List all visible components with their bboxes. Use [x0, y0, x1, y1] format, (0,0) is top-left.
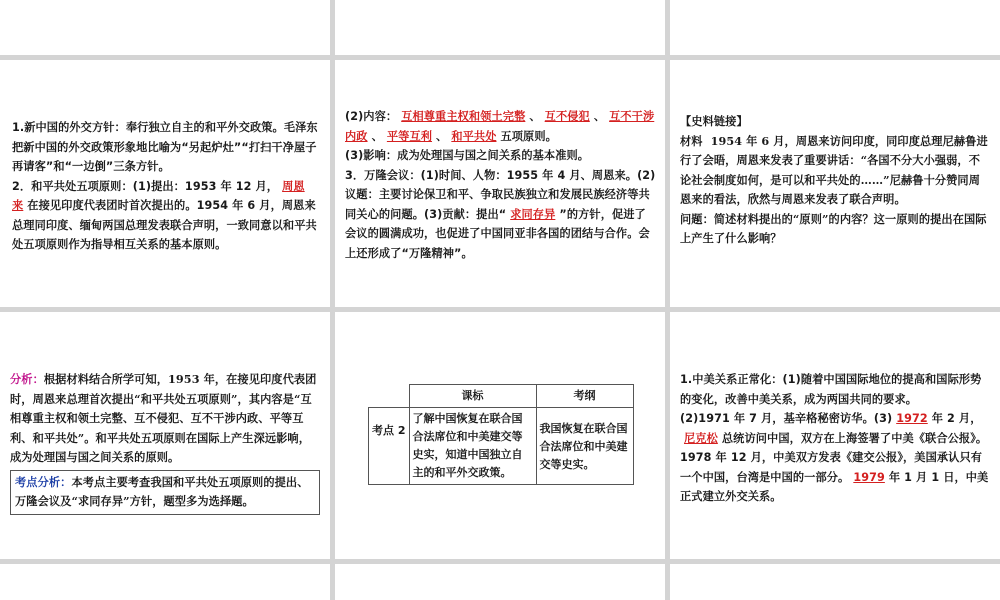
slide-top-right: [670, 0, 1000, 55]
question-text: 简述材料提出的“原则”的内容？这一原则的提出在国际上产生了什么影响？: [680, 211, 987, 245]
month-text: 年 2 月，: [931, 412, 982, 425]
policy-paragraph: 1.新中国的外交方针：奉行独立自主的和平外交政策。毛泽东把新中国的外交政策形象地比喻为“另起炉灶”“打扫干净屋子再请客”和“一边倒”三条方针。: [12, 121, 318, 173]
table-row: [369, 408, 634, 485]
blank-answer-5: 和平共处: [451, 129, 497, 143]
material-label: 材料: [680, 133, 703, 148]
cell-curriculum: 了解中国恢复在联合国合法席位和中美建交等史实，知道中国独立自主的和平外交政策。: [409, 408, 536, 485]
cell-outline: 我国恢复在联合国合法席位和中美建交等史实。: [536, 408, 633, 485]
blank-answer-3: 互不干涉内政: [345, 110, 655, 143]
analysis-text: [10, 370, 320, 515]
slide-sino-us: [670, 312, 1000, 559]
exam-point-text: 本考点主要考查我国和平共处五项原则的提出、万隆会议及“求同存异”方针，题型多为选择题。: [15, 474, 309, 508]
blank-answer-4: 平等互利: [386, 129, 433, 143]
blank-answer-1: 互相尊重主权和领土完整: [401, 110, 526, 123]
slide-bottom-right: [670, 564, 1000, 600]
slide-bottom-left: [0, 564, 330, 600]
source-link-text: [680, 112, 990, 249]
blank-answer-2: 互不侵犯: [544, 110, 590, 123]
slide-top-middle: [335, 0, 665, 55]
foreign-policy-text: [12, 118, 319, 255]
exam-point-box: [10, 470, 320, 515]
blank-answer-nixon: 尼克松: [684, 431, 718, 445]
slide-foreign-policy: [0, 60, 330, 307]
exam-point-label: 考点分析：: [15, 474, 72, 489]
influence-text: (3)影响：成为处理国与国之间关系的基本准则。: [345, 149, 590, 162]
table-corner: [369, 385, 410, 408]
principles-text: 在接见印度代表团时首次提出的。1954 年 6 月，周恩来总理同印度、缅甸两国总理发表联合声明，一致同意以和平共处五项原则作为指导相互关系的基本原则。: [12, 199, 317, 251]
slide-five-principles: [335, 60, 665, 307]
principles-intro: 2．和平共处五项原则：(1)提出：1953 年 12 月，: [12, 179, 279, 193]
slide-analysis: [0, 312, 330, 559]
separator: 、: [371, 129, 383, 143]
separator: 、: [436, 129, 448, 143]
header-outline: 考纲: [536, 385, 633, 408]
slide-bottom-middle: [335, 564, 665, 600]
header-curriculum: 课标: [409, 385, 536, 408]
blank-answer-1979: 1979: [853, 470, 885, 484]
kissinger-text: (2)1971 年 7 月，基辛格秘密访华。(3): [680, 412, 893, 425]
content-tail: 五项原则。: [500, 129, 557, 143]
source-link-title: 【史料链接】: [680, 114, 748, 128]
material-text: 1954 年 6 月，周恩来访问印度，同印度总理尼赫鲁进行了会晤，周恩来发表了重要讲话：“各国不分大小强弱，不论社会制度如何，是可以和平共处的……”尼赫鲁十分赞同周恩来的看法，欣然与周恩来发表了联合声明。: [680, 133, 988, 206]
bandung-text: 3．万隆会议：(1)时间、人物：1955 年 4 月、周恩来。(2)议题：主要讨论保卫和平、争取民族独立和发展民族经济等共同关心的问题。(3)贡献：提出“: [345, 168, 656, 221]
establishment-text: 年 1 月 1 日，中美正式建立外交关系。: [680, 470, 989, 503]
blank-answer-qiutong: 求同存异: [510, 207, 556, 221]
communique-text: 总统访问中国，双方在上海签署了中美《联合公报》。1978 年 12 月，中美双方发表《建交公报》，美国承认只有一个中国，台湾是中国的一部分。: [680, 431, 988, 484]
blank-answer-zhou-enlai: 周恩来: [12, 179, 305, 212]
normalization-text: 1.中美关系正常化：(1)随着中国国际地位的提高和国际形势的变化，改善中美关系，成为两国共同的要求。: [680, 373, 982, 406]
analysis-label: 分析：: [10, 372, 44, 386]
slide-source-link: [670, 60, 1000, 307]
analysis-body: 根据材料结合所学可知，1953 年，在接见印度代表团时，周恩来总理首次提出“和平共处五项原则”，其内容是“互相尊重主权和领土完整、互不侵犯、互不干涉内政、平等互利、和平共处”。和平共处五项原则在国际上产生深远影响，成为处理国与国之间关系的原则。: [10, 372, 317, 464]
bandung-text-tail: ”的方针，促进了会议的圆满成功，也促进了中国同亚非各国的团结与合作。会上还形成了“万隆精神”。: [345, 207, 650, 260]
separator: 、: [529, 110, 541, 123]
question-label: 问题：: [680, 211, 714, 226]
content-label: (2)内容：: [345, 110, 398, 123]
slide-top-left: [0, 0, 330, 55]
sino-us-text: [680, 370, 992, 507]
syllabus-table: [368, 384, 634, 485]
five-principles-text: [345, 107, 657, 263]
blank-answer-1972: 1972: [896, 412, 928, 425]
separator: 、: [593, 110, 606, 123]
row-label: 考点 2: [369, 408, 410, 485]
slide-syllabus: [335, 312, 665, 559]
